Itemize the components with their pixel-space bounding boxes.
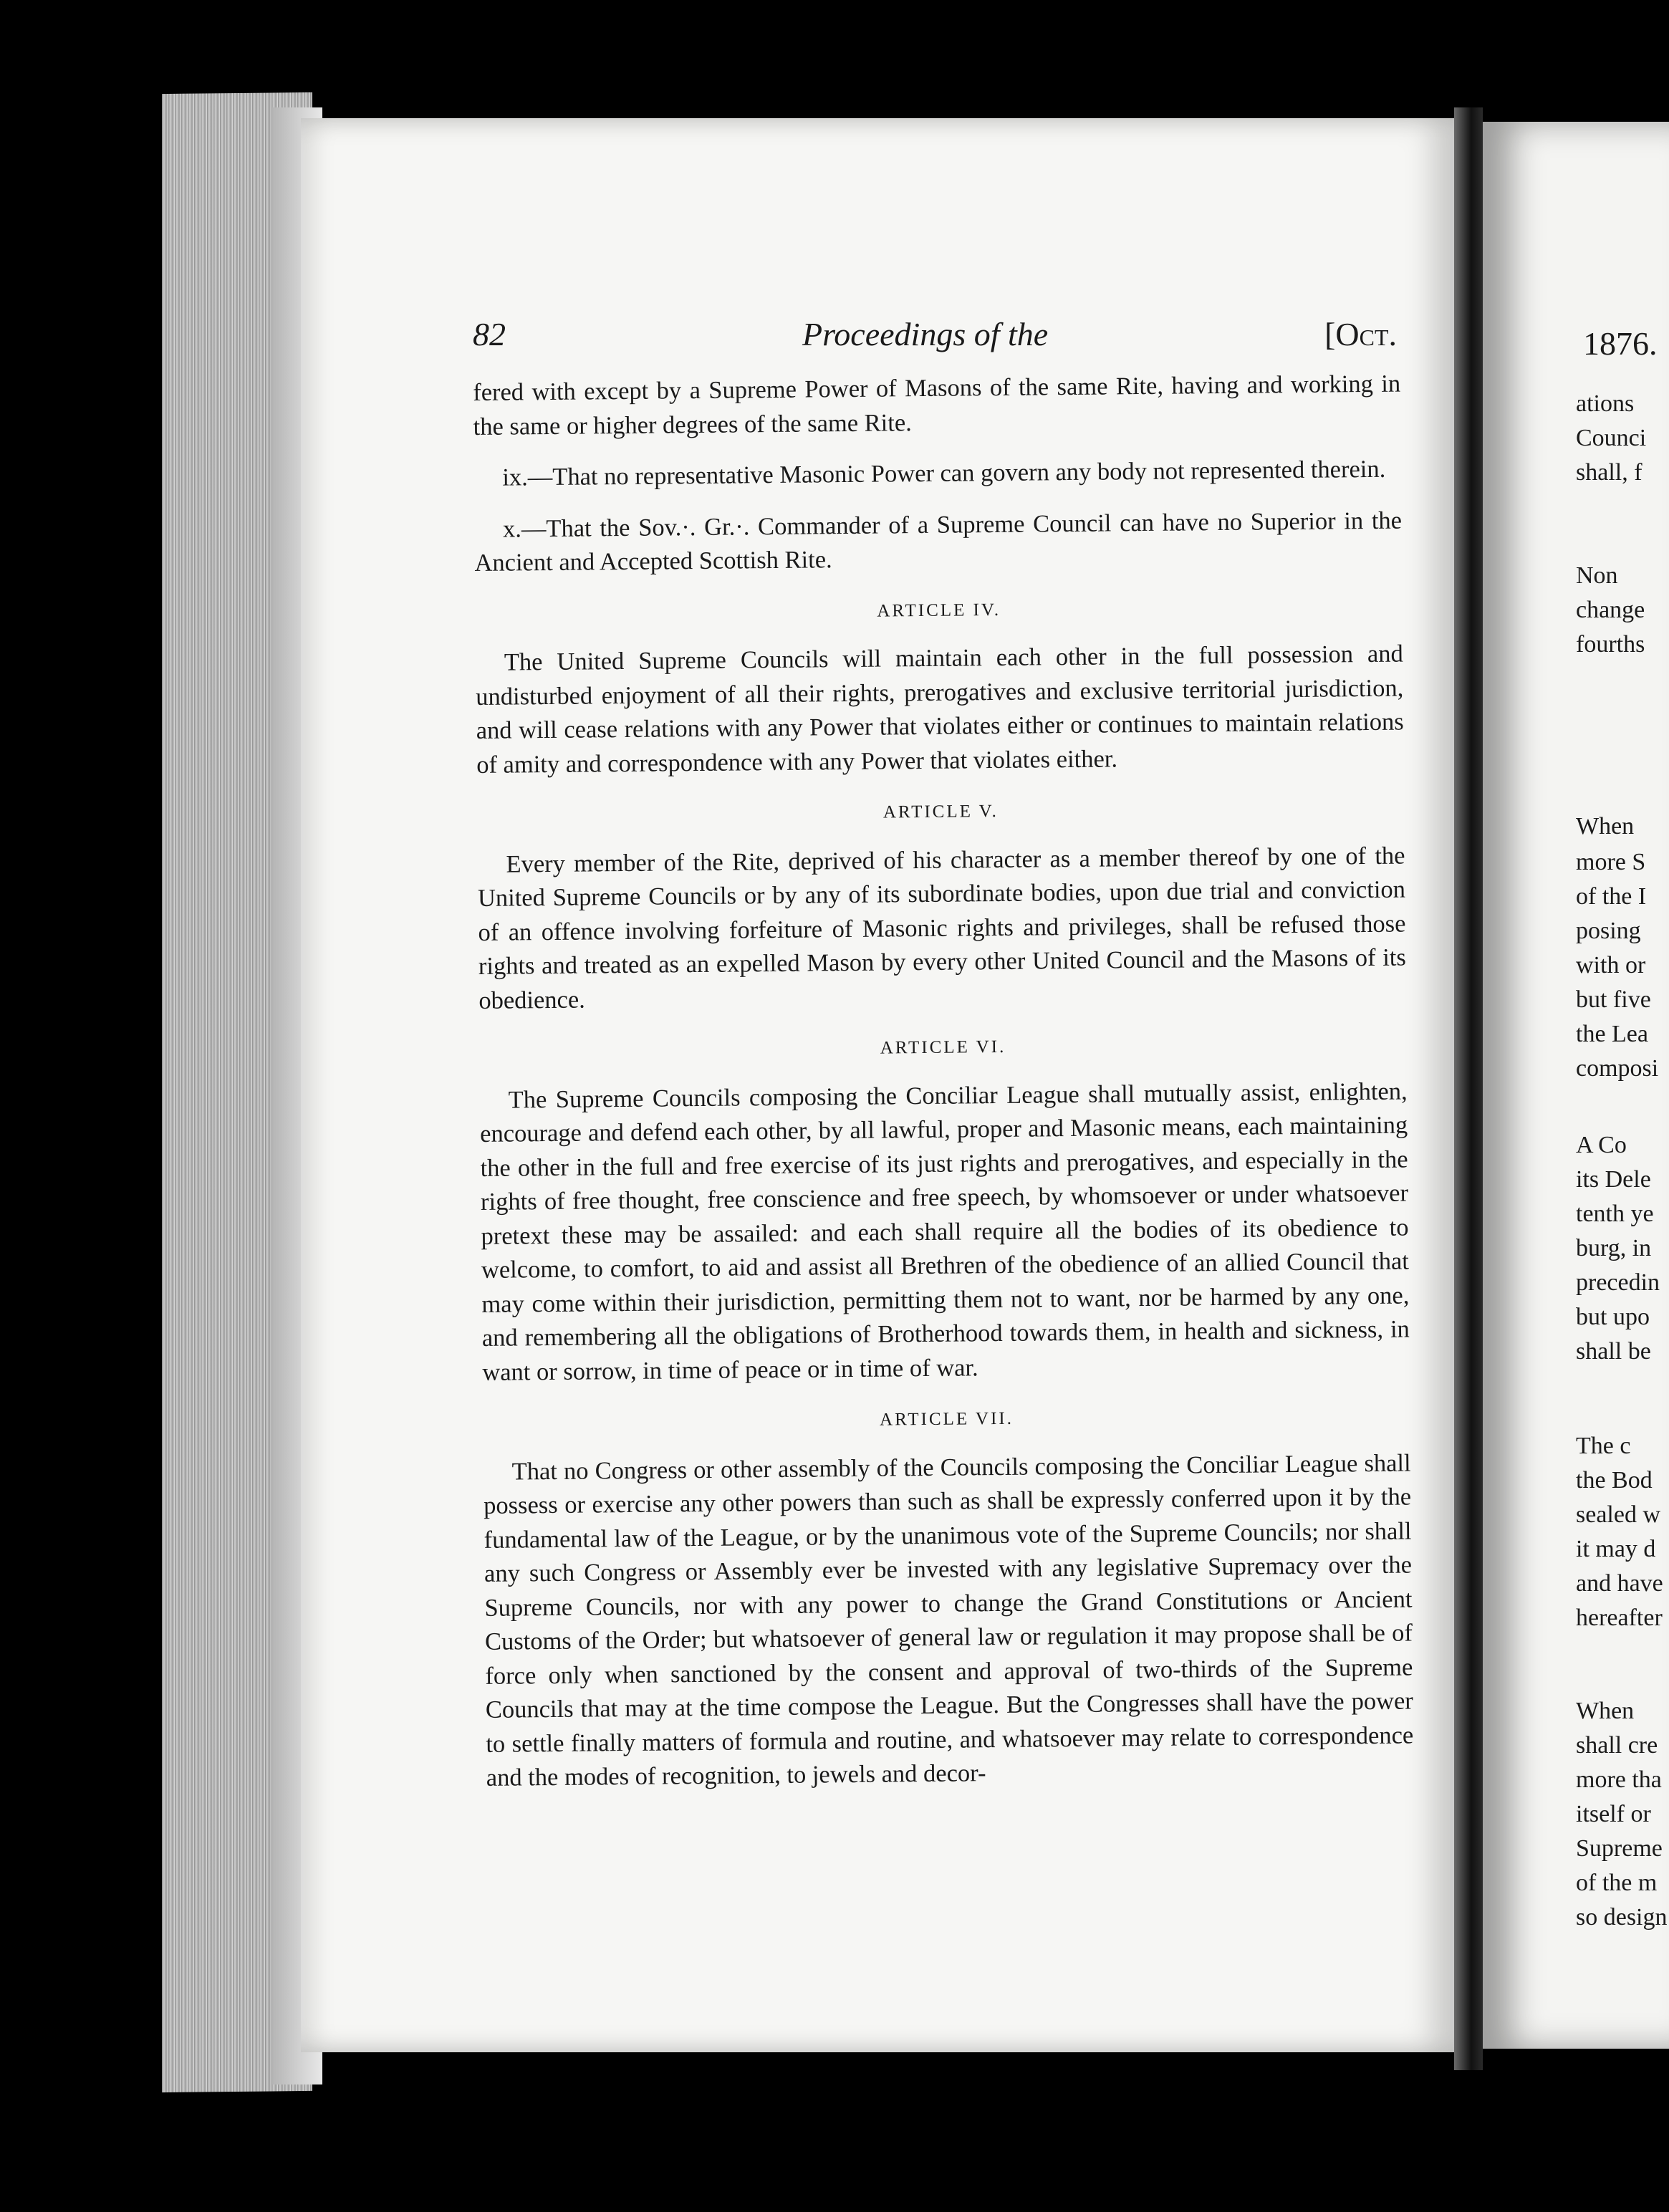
right-page-line: of the I — [1576, 883, 1647, 910]
right-page-line: Counci — [1576, 425, 1647, 451]
article-v-heading: ARTICLE V. — [882, 801, 999, 822]
right-page-line: hereafter — [1576, 1605, 1663, 1631]
right-page-line: precedin — [1576, 1269, 1660, 1296]
paragraph-x: x.—That the Sov.·. Gr.·. Commander of a Supreme Council can have no Superior in the Ancient and Accepted Scottish Rite. — [474, 506, 1403, 577]
running-head — [473, 315, 1397, 358]
right-page-line: posing — [1576, 918, 1641, 944]
right-page-line: shall cre — [1576, 1732, 1658, 1759]
right-page-line: Supreme — [1576, 1835, 1663, 1862]
article-vii-text: That no Congress or other assembly of the Councils composing the Conciliar League shall possess or exercise any other powers than such as shall be expressly conferred upon it by the fundamental law of the League, or by the unanimous vote of the Supreme Councils; nor shall any such Congress or Assembly ever be invested with any legislative Supremacy over the Supreme Councils, nor with any power to change the Grand Constitutions or Ancient Customs of the Order; but whatsoever of general law or regulation it may propose shall be of force only when sanctioned by the consent and approval of two-thirds of the Supreme Councils that may at the time compose the League. But the Congresses shall have the power to settle finally matters of formula and routine, and whatsoever may relate to correspondence and the modes of recognition, to jewels and decor- — [483, 1448, 1414, 1792]
right-page-line: A Co — [1576, 1132, 1627, 1158]
right-page-line: but upo — [1576, 1304, 1650, 1330]
running-date: [Oct. — [1324, 316, 1397, 352]
page-number: 82 — [473, 316, 506, 352]
right-page-line: with or — [1576, 952, 1646, 978]
paragraph-continuation: fered with except by a Supreme Power of Masons of the same Rite, having and working in the same or higher degrees of the same Rite. — [473, 370, 1401, 441]
right-page-line: composi — [1576, 1055, 1659, 1082]
article-vii-heading: ARTICLE VII. — [879, 1408, 1014, 1430]
right-page-line: fourths — [1576, 631, 1645, 658]
right-page-line: its Dele — [1576, 1166, 1651, 1193]
right-page-line: Non — [1576, 562, 1618, 589]
right-page-line: of the m — [1576, 1870, 1658, 1896]
right-page-line: The c — [1576, 1433, 1631, 1459]
paragraph-ix: ix.—That no representative Masonic Power can govern any body not represented therein. — [502, 455, 1386, 491]
right-page-line: so design — [1576, 1904, 1668, 1930]
article-vi-heading: ARTICLE VI. — [880, 1037, 1006, 1058]
right-page-line: shall be — [1576, 1338, 1651, 1365]
right-page-line: it may d — [1576, 1536, 1656, 1562]
right-page-line: the Bod — [1576, 1467, 1653, 1494]
right-page-line: the Lea — [1576, 1021, 1648, 1047]
article-iv-text: The United Supreme Councils will maintain each other in the full possession and undisturbed enjoyment of all their rights, prerogatives and exclusive territorial jurisdiction, and will cease relations with any Power that violates either or continues to maintain relations of amity and correspondence with any Power that violates either. — [476, 640, 1404, 779]
right-page-line: more tha — [1576, 1766, 1662, 1793]
right-page-line: ations — [1576, 390, 1635, 417]
right-page-line: When — [1576, 813, 1635, 840]
right-page-text-fragments — [1576, 0, 1668, 2212]
article-v-text: Every member of the Rite, deprived of his character as a member thereof by one of the United Supreme Councils or by any of its subordinate bodies, upon due trial and conviction of an offence involving forfeiture of Masonic rights and privileges, shall be refused those rights and treated as an expelled Mason by every other United Council and the Masons of its obedience. — [477, 842, 1407, 1014]
right-page-line: When — [1576, 1698, 1635, 1724]
right-page-line: sealed w — [1576, 1501, 1661, 1528]
right-page-line: itself or — [1576, 1801, 1651, 1827]
right-page-line: and have — [1576, 1570, 1663, 1597]
right-page-year: 1876. — [1583, 325, 1658, 362]
article-iv-heading: ARTICLE IV. — [877, 600, 1001, 621]
right-page-line: shall, f — [1576, 459, 1642, 486]
right-page-line: burg, in — [1576, 1235, 1652, 1261]
right-page-line: tenth ye — [1576, 1201, 1654, 1227]
right-page-line: change — [1576, 597, 1645, 623]
right-page-line: but five — [1576, 986, 1651, 1013]
page-body — [473, 367, 1414, 1813]
book-gutter — [1454, 107, 1483, 2070]
right-page-line: more S — [1576, 849, 1646, 875]
article-vi-text: The Supreme Councils composing the Conciliar League shall mutually assist, enlighten, encourage and defend each other, by all lawful, proper and Masonic means, each maintaining the other in the full and free exercise of its just rights and prerogatives, and especially in the rights of free thought, free conscience and free speech, by whomsoever or under whatsoever pretext these may be assailed: and each shall require all the bodies of its obedience to welcome, to comfort, to aid and assist all Brethren of the obedience of an allied Council that may come within their jurisdiction, permitting them not to want, nor be harmed by any one, and remembering all the obligations of Brotherhood towards them, in health and sickness, in want or sorrow, in time of peace or in time of war. — [479, 1077, 1410, 1386]
running-title: Proceedings of the — [802, 316, 1049, 352]
